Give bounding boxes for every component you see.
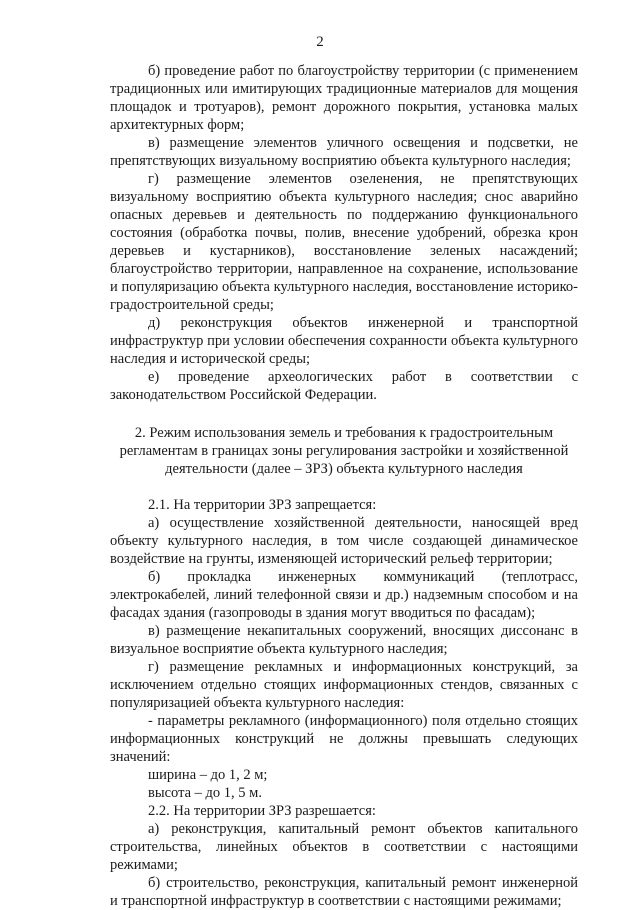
list-item: б) прокладка инженерных коммуникаций (теплотрасс, электрокабелей, линий телефонной связи и др.) надземным способом и на фасадах здания (газопроводы в здания могут вводиться по фасадам);: [110, 569, 578, 621]
section-heading-line: деятельности (далее – ЗРЗ) объекта культурного наследия: [165, 461, 523, 477]
page-number: 2: [316, 34, 324, 50]
subsection-title: 2.2. На территории ЗРЗ разрешается:: [148, 803, 376, 819]
subsection-2-1: [110, 496, 578, 802]
clause-v: в) размещение элементов уличного освещения и подсветки, не препятствующих визуальному восприятию объекта культурного наследия;: [110, 135, 578, 169]
list-item: а) осуществление хозяйственной деятельности, наносящей вред объекту культурного наследия, в том числе создающей динамическое воздействие на грунты, изменяющей исторический рельеф территории;: [110, 515, 578, 567]
subsection-title: 2.1. На территории ЗРЗ запрещается:: [148, 497, 377, 513]
section-heading-line: 2. Режим использования земель и требования к градостроительным: [134, 425, 554, 441]
clause-g: г) размещение элементов озеленения, не препятствующих визуальному восприятию объекта культурного наследия; снос аварийно опасных деревьев и деятельность по поддержанию функционального состояния (обработка почвы, полив, внесение удобрений, обрезка крон деревьев и кустарников), восстановление зеленых насаждений; благоустройство территории, направленное на сохранение, использование и популяризацию объекта культурного наследия, восстановление историко-градостроительной среды;: [110, 171, 578, 313]
list-item: в) размещение некапитальных сооружений, вносящих диссонанс в визуальное восприятие объекта культурного наследия;: [110, 623, 578, 657]
list-item: г) размещение рекламных и информационных конструкций, за исключением отдельно стоящих информационных стендов, связанных с популяризацией объекта культурного наследия:: [110, 659, 578, 711]
list-item: - параметры рекламного (информационного) поля отдельно стоящих информационных конструкций не должны превышать следующих значений:: [110, 713, 578, 765]
section-heading: [110, 424, 578, 478]
list-item: ширина – до 1, 2 м;: [148, 767, 268, 783]
document-body: [110, 62, 578, 910]
list-item: а) реконструкция, капитальный ремонт объектов капитального строительства, линейных объектов в соответствии с настоящими режимами;: [110, 821, 578, 873]
list-item: б) строительство, реконструкция, капитальный ремонт инженерной и транспортной инфраструктур в соответствии с настоящими режимами;: [110, 875, 578, 909]
clause-b: б) проведение работ по благоустройству территории (с применением традиционных или имитирующих традиционные материалов для мощения площадок и тротуаров), ремонт дорожного покрытия, установка малых архитектурных форм;: [110, 63, 578, 133]
subsection-2-2: [110, 802, 578, 910]
section-heading-line: регламентам в границах зоны регулирования застройки и хозяйственной: [119, 443, 569, 459]
clause-e: е) проведение археологических работ в соответствии с законодательством Российской Федерации.: [110, 369, 578, 403]
list-item: высота – до 1, 5 м.: [148, 785, 262, 801]
clause-d: д) реконструкция объектов инженерной и транспортной инфраструктур при условии обеспечения сохранности объекта культурного наследия и исторической среды;: [110, 315, 578, 367]
